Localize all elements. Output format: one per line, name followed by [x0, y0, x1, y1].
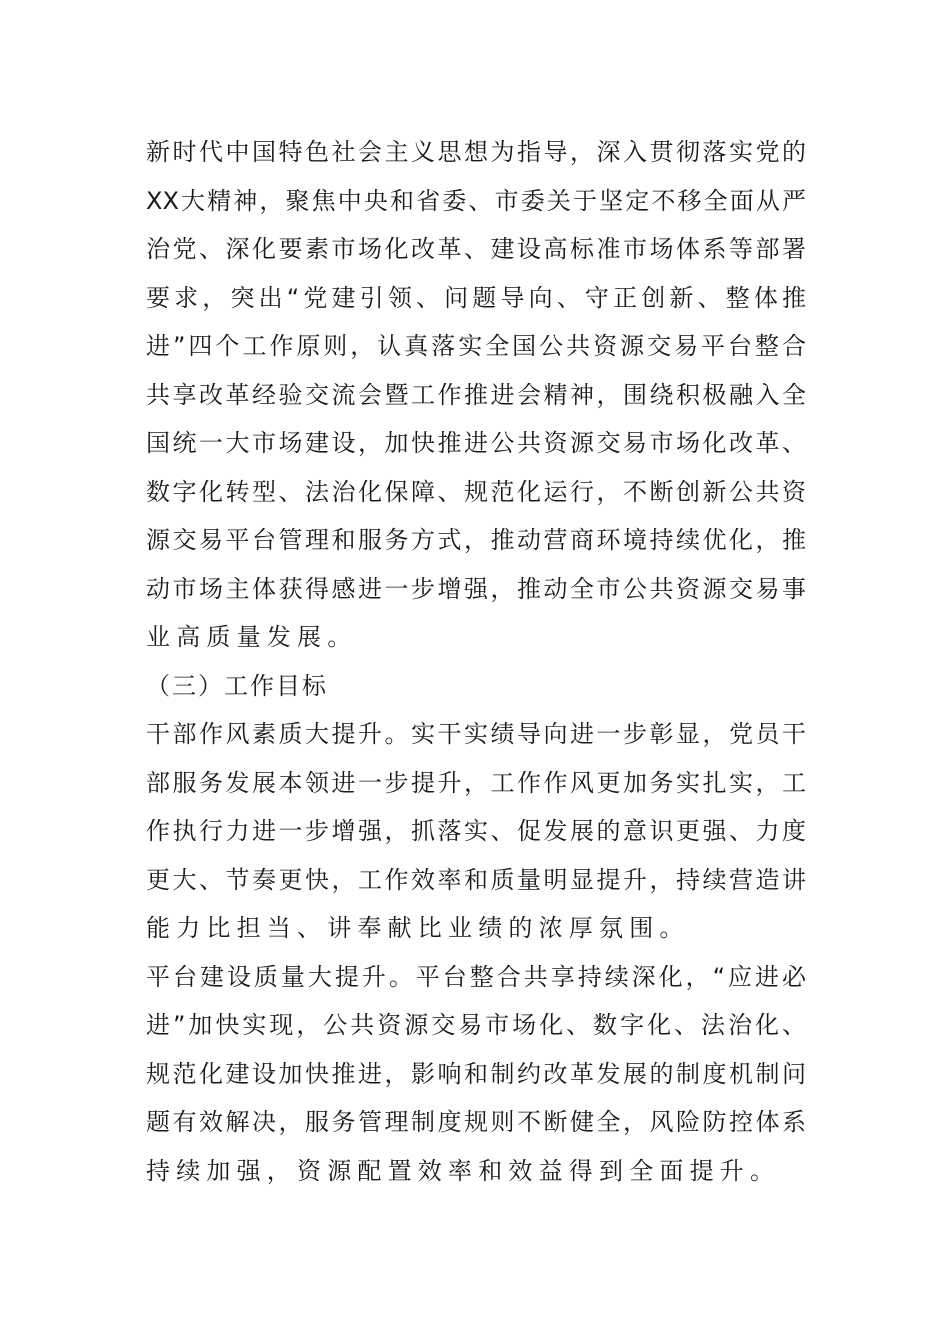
- text-line: 更大、节奏更快，工作效率和质量明显提升，持续营造讲: [146, 865, 806, 894]
- paragraph-cadre-style: [146, 710, 806, 953]
- paragraph-platform-quality: [146, 953, 806, 1196]
- text-line: 治党、深化要素市场化改革、建设高标准市场体系等部署: [146, 235, 806, 263]
- section-heading: （三）工作目标: [146, 671, 328, 700]
- text-line: 要求，突出“党建引领、问题导向、守正创新、整体推: [146, 283, 806, 312]
- text-line: 题有效解决，服务管理制度规则不断健全，风险防控体系: [146, 1108, 806, 1136]
- text-line: 进”四个工作原则，认真落实全国公共资源交易平台整合: [146, 332, 806, 360]
- text-line: 持续加强，资源配置效率和效益得到全面提升。: [146, 1156, 781, 1185]
- text-line: 国统一大市场建设，加快推进公共资源交易市场化改革、: [146, 429, 806, 457]
- text-line: 干部作风素质大提升。实干实绩导向进一步彰显，党员干: [146, 720, 806, 748]
- text-line: 规范化建设加快推进，影响和制约改革发展的制度机制问: [146, 1059, 806, 1088]
- text-line: 作执行力进一步增强，抓落实、促发展的意识更强、力度: [146, 817, 806, 845]
- text-line: 部服务发展本领进一步提升，工作作风更加务实扎实，工: [146, 768, 806, 797]
- text-line: 新时代中国特色社会主义思想为指导，深入贯彻落实党的: [146, 138, 806, 166]
- document-body: [146, 128, 806, 1195]
- text-line: 源交易平台管理和服务方式，推动营商环境持续优化，推: [146, 526, 806, 554]
- text-line: 共享改革经验交流会暨工作推进会精神，围绕积极融入全: [146, 380, 806, 409]
- text-line: 数字化转型、法治化保障、规范化运行，不断创新公共资: [146, 477, 806, 506]
- text-line: 能力比担当、讲奉献比业绩的浓厚氛围。: [146, 914, 690, 942]
- text-line: XX大精神，聚焦中央和省委、市委关于坚定不移全面从严: [146, 186, 806, 215]
- paragraph-guiding-thought: [146, 128, 806, 662]
- text-line: 平台建设质量大提升。平台整合共享持续深化，“应进必: [146, 962, 806, 991]
- text-line: 进”加快实现，公共资源交易市场化、数字化、法治化、: [146, 1011, 806, 1039]
- text-line: 业高质量发展。: [146, 623, 358, 651]
- text-line: 动市场主体获得感进一步增强，推动全市公共资源交易事: [146, 574, 806, 603]
